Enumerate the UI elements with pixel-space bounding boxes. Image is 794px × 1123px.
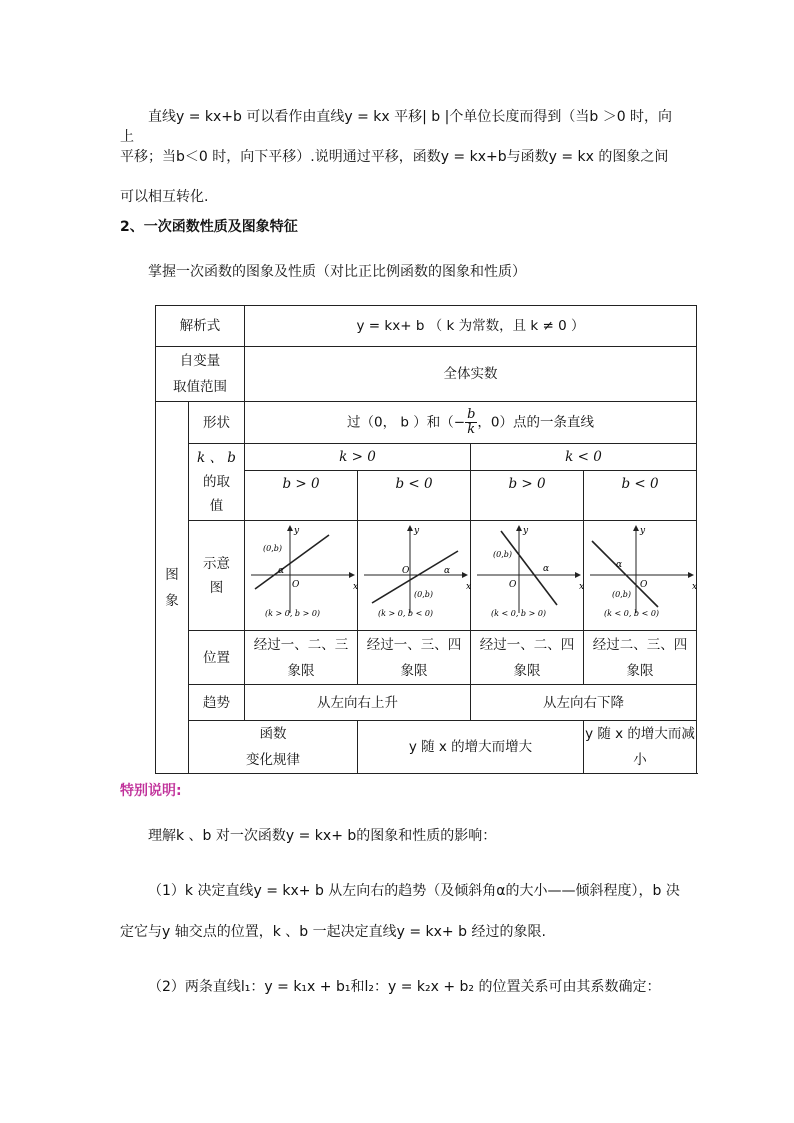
trend-label: 趋势 [189, 685, 245, 721]
svg-text:x: x [466, 582, 472, 592]
special-p1: 理解k 、b 对一次函数y = kx+ b的图象和性质的影响： [148, 828, 497, 844]
svg-text:x: x [692, 582, 698, 592]
section-heading: 2、一次函数性质及图象特征 [120, 219, 298, 235]
kb-label: k 、 b 的取 值 [189, 444, 245, 521]
properties-table [155, 305, 697, 774]
shape-value: 过（0， b ）和（− $\frac{b}{k}$ ，0）点的一条直线 [245, 402, 697, 444]
trend-up: 从左向右上升 [245, 685, 471, 721]
b-negative-2: b < 0 [584, 471, 697, 521]
svg-text:α: α [278, 566, 285, 576]
trend-down: 从左向右下降 [471, 685, 697, 721]
special-p2-line1: （1）k 决定直线y = kx+ b 从左向右的趋势（及倾斜角α的大小——倾斜程度），b 决 [148, 883, 680, 899]
svg-text:α: α [616, 560, 623, 570]
domain-value: 全体实数 [245, 347, 697, 402]
graph-kpos-bpos [245, 521, 357, 621]
svg-text:O: O [292, 580, 300, 590]
svg-text:(k < 0, b < 0): (k < 0, b < 0) [604, 609, 660, 618]
graph-kpos-bneg [358, 521, 470, 621]
svg-text:(0,b): (0,b) [263, 544, 282, 553]
graph-kneg-bpos [471, 521, 583, 621]
graph-label: 图 象 [156, 402, 189, 774]
function-decreasing: y 随 x 的增大而减小 [584, 721, 697, 774]
svg-text:y: y [523, 526, 529, 536]
b-positive-2: b > 0 [471, 471, 584, 521]
svg-text:(0,b): (0,b) [414, 590, 433, 599]
function-rule-label: 函数 变化规律 [189, 721, 358, 774]
svg-text:(k > 0, b < 0): (k > 0, b < 0) [378, 609, 434, 618]
intro-line-3: 可以相互转化. [120, 189, 209, 205]
special-title: 特别说明: [120, 783, 182, 799]
b-positive-1: b > 0 [245, 471, 358, 521]
fraction: $\frac{b}{k}$ [467, 407, 476, 437]
position-1: 经过一、二、三象限 [245, 631, 358, 685]
svg-text:y: y [640, 526, 646, 536]
graph-kneg-bneg [584, 521, 696, 621]
svg-text:x: x [579, 582, 585, 592]
graph-cell-3 [471, 521, 584, 631]
expr-value: y = kx+ b （ k 为常数，且 k ≠ 0 ） [245, 306, 697, 347]
k-positive: k > 0 [245, 444, 471, 471]
position-4: 经过二、三、四象限 [584, 631, 697, 685]
position-2: 经过一、三、四象限 [358, 631, 471, 685]
svg-text:O: O [509, 580, 517, 590]
b-negative-1: b < 0 [358, 471, 471, 521]
graph-cell-1 [245, 521, 358, 631]
domain-label: 自变量 取值范围 [156, 347, 245, 402]
shape-label: 形状 [189, 402, 245, 444]
svg-text:(0,b): (0,b) [493, 550, 512, 559]
special-p2-line2: 定它与y 轴交点的位置，k 、b 一起决定直线y = kx+ b 经过的象限. [120, 924, 546, 940]
intro-line-1: 直线y = kx+b 可以看作由直线y = kx 平移| b |个单位长度而得到（当b ＞0 时，向上 [120, 109, 673, 145]
svg-text:x: x [353, 582, 359, 592]
svg-text:α: α [543, 564, 550, 574]
graph-cell-4 [584, 521, 697, 631]
section-lead: 掌握一次函数的图象及性质（对比正比例函数的图象和性质） [148, 264, 526, 280]
svg-text:O: O [402, 566, 410, 576]
position-label: 位置 [189, 631, 245, 685]
svg-text:y: y [414, 526, 420, 536]
svg-text:(k > 0, b > 0): (k > 0, b > 0) [265, 609, 321, 618]
svg-text:(0,b): (0,b) [612, 590, 631, 599]
svg-text:α: α [444, 566, 451, 576]
k-negative: k < 0 [471, 444, 697, 471]
graph-cell-2 [358, 521, 471, 631]
position-3: 经过一、二、四象限 [471, 631, 584, 685]
intro-line-2: 平移；当b＜0 时，向下平移）.说明通过平移，函数y = kx+b与函数y = kx 的图象之间 [120, 149, 669, 165]
special-p3: （2）两条直线l₁：y = k₁x + b₁和l₂：y = k₂x + b₂ 的位置关系可由其系数确定： [148, 979, 661, 995]
svg-text:O: O [640, 580, 648, 590]
function-increasing: y 随 x 的增大而增大 [358, 721, 584, 774]
svg-text:(k < 0, b > 0): (k < 0, b > 0) [491, 609, 547, 618]
diagram-label: 示意 图 [189, 521, 245, 631]
expr-label: 解析式 [156, 306, 245, 347]
svg-text:y: y [294, 526, 300, 536]
